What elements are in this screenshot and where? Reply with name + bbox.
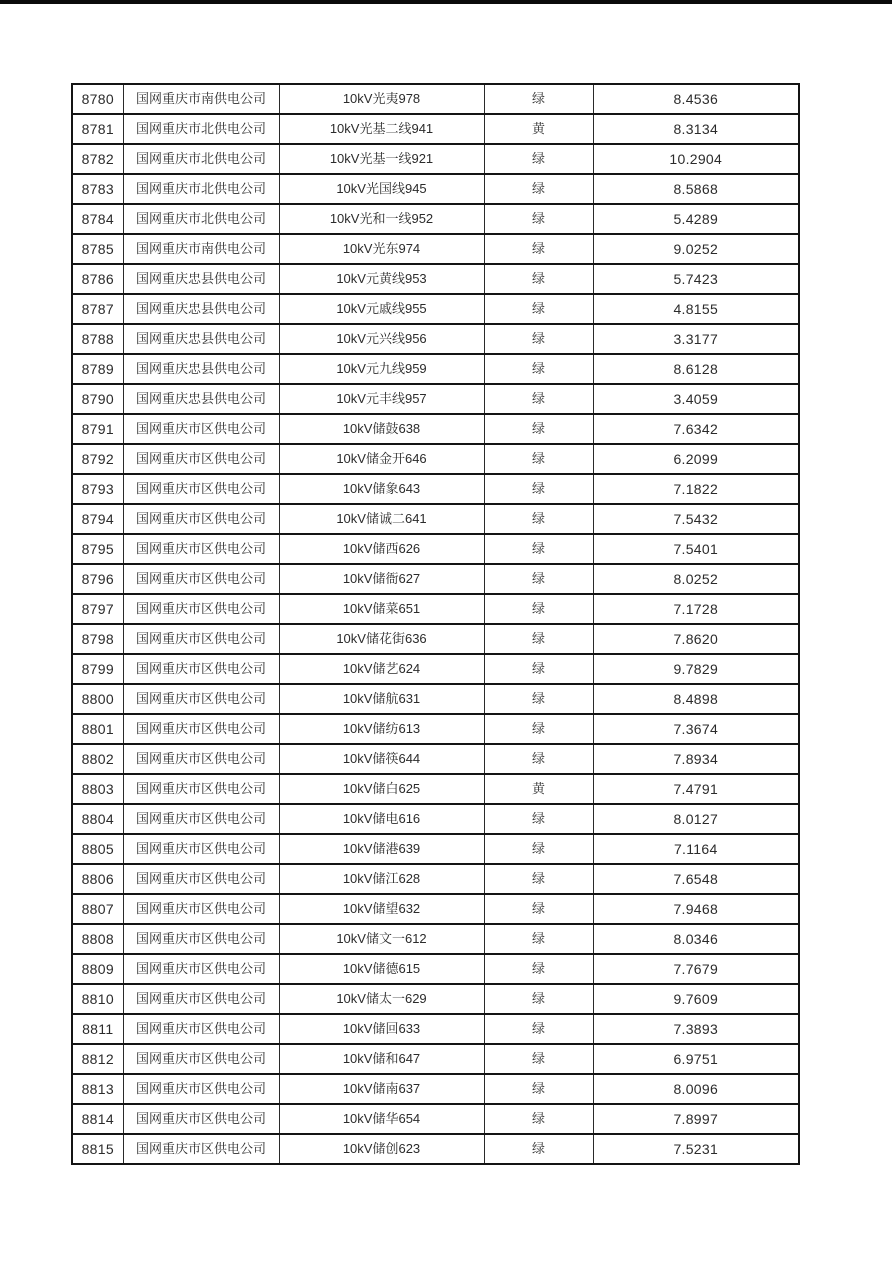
status-cell: 绿: [484, 744, 593, 774]
serial-cell: 8805: [72, 834, 123, 864]
table-row: [72, 534, 799, 564]
company-cell: 国网重庆忠县供电公司: [123, 354, 279, 384]
status-cell: 绿: [484, 864, 593, 894]
power-line-table: [71, 83, 800, 1165]
serial-cell: 8803: [72, 774, 123, 804]
table-row: [72, 444, 799, 474]
status-cell: 绿: [484, 1104, 593, 1134]
table-row: [72, 114, 799, 144]
serial-cell: 8800: [72, 684, 123, 714]
company-cell: 国网重庆市区供电公司: [123, 864, 279, 894]
line-cell: 10kV储文一612: [279, 924, 484, 954]
company-cell: 国网重庆市区供电公司: [123, 564, 279, 594]
table-row: [72, 624, 799, 654]
value-cell: 8.4536: [593, 84, 799, 114]
status-cell: 绿: [484, 264, 593, 294]
table-row: [72, 174, 799, 204]
line-cell: 10kV元戚线955: [279, 294, 484, 324]
serial-cell: 8804: [72, 804, 123, 834]
serial-cell: 8799: [72, 654, 123, 684]
status-cell: 绿: [484, 444, 593, 474]
status-cell: 绿: [484, 144, 593, 174]
value-cell: 8.0252: [593, 564, 799, 594]
value-cell: 8.6128: [593, 354, 799, 384]
company-cell: 国网重庆市区供电公司: [123, 1104, 279, 1134]
serial-cell: 8811: [72, 1014, 123, 1044]
serial-cell: 8801: [72, 714, 123, 744]
company-cell: 国网重庆市区供电公司: [123, 504, 279, 534]
status-cell: 绿: [484, 624, 593, 654]
serial-cell: 8807: [72, 894, 123, 924]
company-cell: 国网重庆市区供电公司: [123, 1044, 279, 1074]
status-cell: 绿: [484, 1044, 593, 1074]
value-cell: 9.0252: [593, 234, 799, 264]
value-cell: 7.1822: [593, 474, 799, 504]
status-cell: 绿: [484, 654, 593, 684]
status-cell: 黄: [484, 114, 593, 144]
status-cell: 绿: [484, 594, 593, 624]
line-cell: 10kV储诚二641: [279, 504, 484, 534]
serial-cell: 8786: [72, 264, 123, 294]
status-cell: 绿: [484, 504, 593, 534]
line-cell: 10kV储航631: [279, 684, 484, 714]
serial-cell: 8798: [72, 624, 123, 654]
company-cell: 国网重庆市区供电公司: [123, 954, 279, 984]
company-cell: 国网重庆市区供电公司: [123, 1134, 279, 1164]
status-cell: 绿: [484, 414, 593, 444]
serial-cell: 8812: [72, 1044, 123, 1074]
serial-cell: 8780: [72, 84, 123, 114]
line-cell: 10kV储金开646: [279, 444, 484, 474]
company-cell: 国网重庆市区供电公司: [123, 624, 279, 654]
value-cell: 8.0127: [593, 804, 799, 834]
status-cell: 绿: [484, 384, 593, 414]
line-cell: 10kV光国线945: [279, 174, 484, 204]
line-cell: 10kV元丰线957: [279, 384, 484, 414]
line-cell: 10kV光和一线952: [279, 204, 484, 234]
value-cell: 5.4289: [593, 204, 799, 234]
serial-cell: 8796: [72, 564, 123, 594]
serial-cell: 8795: [72, 534, 123, 564]
status-cell: 绿: [484, 714, 593, 744]
company-cell: 国网重庆市南供电公司: [123, 84, 279, 114]
table-row: [72, 204, 799, 234]
table-row: [72, 144, 799, 174]
status-cell: 绿: [484, 894, 593, 924]
company-cell: 国网重庆市区供电公司: [123, 474, 279, 504]
table-row: [72, 684, 799, 714]
company-cell: 国网重庆市区供电公司: [123, 834, 279, 864]
line-cell: 10kV元九线959: [279, 354, 484, 384]
company-cell: 国网重庆市区供电公司: [123, 1074, 279, 1104]
value-cell: 3.4059: [593, 384, 799, 414]
company-cell: 国网重庆市区供电公司: [123, 894, 279, 924]
line-cell: 10kV储华654: [279, 1104, 484, 1134]
value-cell: 6.2099: [593, 444, 799, 474]
company-cell: 国网重庆忠县供电公司: [123, 384, 279, 414]
line-cell: 10kV储菜651: [279, 594, 484, 624]
line-cell: 10kV储白625: [279, 774, 484, 804]
serial-cell: 8809: [72, 954, 123, 984]
value-cell: 7.7679: [593, 954, 799, 984]
value-cell: 7.5432: [593, 504, 799, 534]
table-row: [72, 1044, 799, 1074]
value-cell: 4.8155: [593, 294, 799, 324]
company-cell: 国网重庆市区供电公司: [123, 804, 279, 834]
line-cell: 10kV储回633: [279, 1014, 484, 1044]
serial-cell: 8815: [72, 1134, 123, 1164]
value-cell: 7.8997: [593, 1104, 799, 1134]
line-cell: 10kV储鼓638: [279, 414, 484, 444]
table-row: [72, 804, 799, 834]
table-row: [72, 834, 799, 864]
serial-cell: 8808: [72, 924, 123, 954]
company-cell: 国网重庆市北供电公司: [123, 144, 279, 174]
table-row: [72, 264, 799, 294]
status-cell: 绿: [484, 234, 593, 264]
value-cell: 7.8620: [593, 624, 799, 654]
line-cell: 10kV储电616: [279, 804, 484, 834]
line-cell: 10kV光东974: [279, 234, 484, 264]
serial-cell: 8781: [72, 114, 123, 144]
table-row: [72, 924, 799, 954]
serial-cell: 8810: [72, 984, 123, 1014]
serial-cell: 8814: [72, 1104, 123, 1134]
page-top-edge-bar: [0, 0, 892, 4]
company-cell: 国网重庆市北供电公司: [123, 204, 279, 234]
table-row: [72, 1074, 799, 1104]
line-cell: 10kV储望632: [279, 894, 484, 924]
status-cell: 绿: [484, 834, 593, 864]
company-cell: 国网重庆市南供电公司: [123, 234, 279, 264]
serial-cell: 8792: [72, 444, 123, 474]
line-cell: 10kV储衙627: [279, 564, 484, 594]
value-cell: 7.1728: [593, 594, 799, 624]
company-cell: 国网重庆市区供电公司: [123, 444, 279, 474]
serial-cell: 8794: [72, 504, 123, 534]
serial-cell: 8784: [72, 204, 123, 234]
serial-cell: 8789: [72, 354, 123, 384]
status-cell: 绿: [484, 684, 593, 714]
line-cell: 10kV元兴线956: [279, 324, 484, 354]
table-row: [72, 984, 799, 1014]
table-row: [72, 294, 799, 324]
table-row: [72, 1134, 799, 1164]
company-cell: 国网重庆市区供电公司: [123, 594, 279, 624]
status-cell: 绿: [484, 84, 593, 114]
value-cell: 7.4791: [593, 774, 799, 804]
value-cell: 6.9751: [593, 1044, 799, 1074]
value-cell: 7.3674: [593, 714, 799, 744]
company-cell: 国网重庆市区供电公司: [123, 684, 279, 714]
status-cell: 绿: [484, 534, 593, 564]
company-cell: 国网重庆市区供电公司: [123, 714, 279, 744]
company-cell: 国网重庆市区供电公司: [123, 924, 279, 954]
line-cell: 10kV储和647: [279, 1044, 484, 1074]
status-cell: 绿: [484, 1014, 593, 1044]
company-cell: 国网重庆忠县供电公司: [123, 264, 279, 294]
value-cell: 8.0096: [593, 1074, 799, 1104]
status-cell: 绿: [484, 954, 593, 984]
serial-cell: 8813: [72, 1074, 123, 1104]
table-row: [72, 714, 799, 744]
status-cell: 绿: [484, 294, 593, 324]
table-row: [72, 324, 799, 354]
status-cell: 绿: [484, 174, 593, 204]
value-cell: 5.7423: [593, 264, 799, 294]
status-cell: 绿: [484, 354, 593, 384]
serial-cell: 8782: [72, 144, 123, 174]
value-cell: 7.8934: [593, 744, 799, 774]
status-cell: 绿: [484, 924, 593, 954]
company-cell: 国网重庆市区供电公司: [123, 1014, 279, 1044]
table-row: [72, 594, 799, 624]
line-cell: 10kV储花街636: [279, 624, 484, 654]
value-cell: 10.2904: [593, 144, 799, 174]
status-cell: 绿: [484, 474, 593, 504]
line-cell: 10kV储太一629: [279, 984, 484, 1014]
status-cell: 绿: [484, 564, 593, 594]
table-row: [72, 84, 799, 114]
serial-cell: 8793: [72, 474, 123, 504]
table-row: [72, 474, 799, 504]
table-row: [72, 234, 799, 264]
company-cell: 国网重庆市区供电公司: [123, 534, 279, 564]
value-cell: 7.5401: [593, 534, 799, 564]
table-row: [72, 954, 799, 984]
company-cell: 国网重庆市北供电公司: [123, 174, 279, 204]
value-cell: 7.9468: [593, 894, 799, 924]
value-cell: 7.5231: [593, 1134, 799, 1164]
company-cell: 国网重庆忠县供电公司: [123, 294, 279, 324]
serial-cell: 8783: [72, 174, 123, 204]
status-cell: 绿: [484, 204, 593, 234]
table-row: [72, 354, 799, 384]
status-cell: 绿: [484, 804, 593, 834]
status-cell: 绿: [484, 984, 593, 1014]
line-cell: 10kV储象643: [279, 474, 484, 504]
line-cell: 10kV光基二线941: [279, 114, 484, 144]
line-cell: 10kV储筷644: [279, 744, 484, 774]
line-cell: 10kV储德615: [279, 954, 484, 984]
serial-cell: 8806: [72, 864, 123, 894]
line-cell: 10kV储西626: [279, 534, 484, 564]
value-cell: 9.7609: [593, 984, 799, 1014]
line-cell: 10kV储创623: [279, 1134, 484, 1164]
line-cell: 10kV储港639: [279, 834, 484, 864]
table-body: [72, 84, 799, 1164]
table-row: [72, 384, 799, 414]
line-cell: 10kV光基一线921: [279, 144, 484, 174]
value-cell: 7.6548: [593, 864, 799, 894]
table-row: [72, 864, 799, 894]
serial-cell: 8788: [72, 324, 123, 354]
status-cell: 黄: [484, 774, 593, 804]
company-cell: 国网重庆市北供电公司: [123, 114, 279, 144]
table-row: [72, 744, 799, 774]
serial-cell: 8790: [72, 384, 123, 414]
company-cell: 国网重庆市区供电公司: [123, 414, 279, 444]
status-cell: 绿: [484, 324, 593, 354]
serial-cell: 8785: [72, 234, 123, 264]
table-row: [72, 774, 799, 804]
line-cell: 10kV储江628: [279, 864, 484, 894]
table-row: [72, 894, 799, 924]
value-cell: 7.3893: [593, 1014, 799, 1044]
line-cell: 10kV光夷978: [279, 84, 484, 114]
table-row: [72, 654, 799, 684]
company-cell: 国网重庆市区供电公司: [123, 774, 279, 804]
value-cell: 8.4898: [593, 684, 799, 714]
line-cell: 10kV元黄线953: [279, 264, 484, 294]
status-cell: 绿: [484, 1134, 593, 1164]
serial-cell: 8787: [72, 294, 123, 324]
serial-cell: 8802: [72, 744, 123, 774]
status-cell: 绿: [484, 1074, 593, 1104]
value-cell: 3.3177: [593, 324, 799, 354]
company-cell: 国网重庆市区供电公司: [123, 654, 279, 684]
value-cell: 8.5868: [593, 174, 799, 204]
value-cell: 9.7829: [593, 654, 799, 684]
line-cell: 10kV储纺613: [279, 714, 484, 744]
table-row: [72, 1014, 799, 1044]
company-cell: 国网重庆市区供电公司: [123, 984, 279, 1014]
line-cell: 10kV储艺624: [279, 654, 484, 684]
value-cell: 8.3134: [593, 114, 799, 144]
company-cell: 国网重庆忠县供电公司: [123, 324, 279, 354]
value-cell: 7.6342: [593, 414, 799, 444]
value-cell: 7.1164: [593, 834, 799, 864]
serial-cell: 8791: [72, 414, 123, 444]
table-row: [72, 1104, 799, 1134]
table-row: [72, 564, 799, 594]
table-row: [72, 414, 799, 444]
company-cell: 国网重庆市区供电公司: [123, 744, 279, 774]
line-cell: 10kV储南637: [279, 1074, 484, 1104]
table-row: [72, 504, 799, 534]
value-cell: 8.0346: [593, 924, 799, 954]
serial-cell: 8797: [72, 594, 123, 624]
